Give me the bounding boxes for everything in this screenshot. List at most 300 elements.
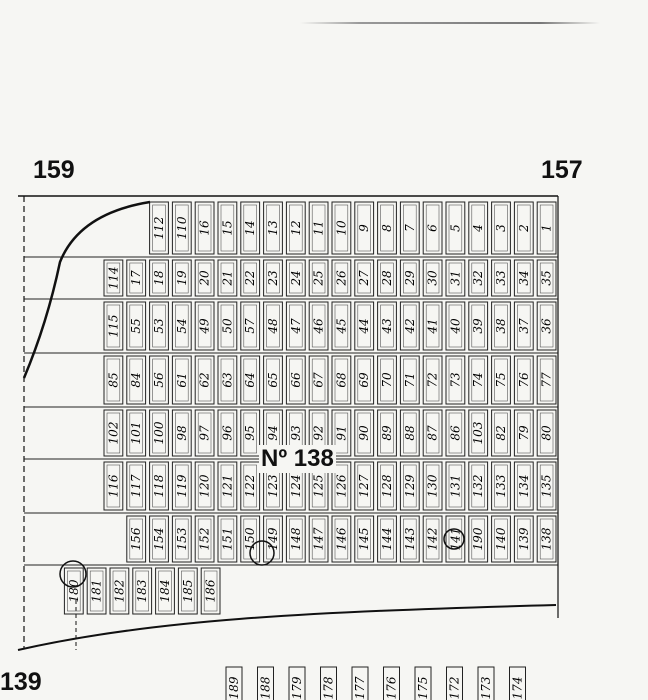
lot-14 [241,202,260,254]
lot-53 [150,302,169,350]
lot-number: 185 [180,579,195,603]
lot-number: 64 [243,372,258,388]
lot-number: 33 [494,270,508,286]
lot-number: 138 [539,527,554,551]
lot-number: 132 [471,474,486,498]
strip-lot-178 [321,667,337,700]
lot-140 [492,516,511,562]
lot-96 [218,410,237,456]
lot-number: 25 [311,270,326,286]
lot-36 [537,302,556,350]
bottom-strip-layer [226,667,526,700]
lot-135 [537,462,556,510]
lot-number: 144 [380,527,394,551]
block-number-prefix: Nº [261,445,288,472]
lot-11 [309,202,328,254]
lot-number: 82 [494,425,508,441]
lot-number: 112 [152,216,166,240]
lot-47 [286,302,305,350]
lot-number: 13 [266,220,280,236]
lot-23 [264,260,283,296]
lot-number: 189 [227,676,241,700]
lot-34 [514,260,533,296]
lot-86 [446,410,465,456]
lot-number: 53 [152,318,166,334]
strip-lot-174 [510,667,526,700]
lot-number: 180 [66,579,81,603]
lot-5 [446,202,465,254]
lot-number: 19 [174,270,189,286]
lot-number: 77 [539,372,554,388]
lot-number: 146 [334,527,349,551]
lot-35 [537,260,556,296]
lot-number: 22 [243,270,258,286]
lot-46 [309,302,328,350]
lot-number: 40 [448,318,463,334]
lot-118 [150,462,169,510]
lot-87 [423,410,442,456]
lot-72 [423,356,442,404]
lot-10 [332,202,351,254]
lot-number: 30 [425,270,440,286]
lot-152 [195,516,214,562]
lot-33 [492,260,511,296]
lot-number: 8 [380,224,394,232]
lot-75 [492,356,511,404]
lot-number: 186 [203,579,218,603]
lot-number: 102 [106,421,121,445]
lot-number: 38 [494,318,508,334]
lot-number: 89 [380,425,394,441]
lots-layer [64,202,556,614]
lot-103 [469,410,488,456]
lot-number: 67 [311,372,326,388]
lot-number: 37 [516,318,531,334]
lot-68 [332,356,351,404]
lot-number: 5 [448,224,463,232]
lot-89 [378,410,397,456]
lot-number: 23 [266,270,280,286]
lot-56 [150,356,169,404]
lot-71 [400,356,419,404]
lot-number: 100 [152,421,166,445]
lot-number: 176 [384,676,399,700]
lot-number: 34 [516,270,531,286]
lot-number: 69 [357,372,372,388]
lot-8 [378,202,397,254]
lot-number: 103 [471,421,486,445]
lot-190 [469,516,488,562]
lot-61 [172,356,191,404]
lot-number: 130 [425,474,440,498]
lot-number: 70 [380,372,394,388]
lot-number: 88 [402,425,417,441]
strip-lot-189 [226,667,242,700]
lot-number: 31 [448,270,463,286]
lot-186 [201,568,220,614]
lot-number: 148 [288,527,303,551]
strip-lot-176 [384,667,400,700]
lot-41 [423,302,442,350]
lot-134 [514,462,533,510]
lot-number: 9 [357,224,372,232]
lot-number: 119 [174,474,189,498]
lot-number: 10 [334,220,349,236]
lot-182 [110,568,129,614]
lot-number: 116 [106,474,121,498]
lot-122 [241,462,260,510]
lot-28 [378,260,397,296]
lot-number: 72 [425,372,440,388]
lot-30 [423,260,442,296]
lot-127 [355,462,374,510]
lot-27 [355,260,374,296]
lot-48 [264,302,283,350]
block-number-value: 138 [293,445,334,472]
lot-2 [514,202,533,254]
lot-148 [286,516,305,562]
strip-lot-173 [478,667,494,700]
lot-65 [264,356,283,404]
lot-132 [469,462,488,510]
strip-lot-175 [415,667,431,700]
lot-number: 27 [357,270,372,286]
lot-12 [286,202,305,254]
lot-32 [469,260,488,296]
lot-number: 153 [174,527,189,551]
top-left-curve [24,202,150,378]
lot-84 [127,356,146,404]
lot-number: 12 [288,220,303,236]
lot-number: 179 [290,676,304,700]
lot-55 [127,302,146,350]
lot-17 [127,260,146,296]
lot-44 [355,302,374,350]
lot-116 [104,462,123,510]
lot-39 [469,302,488,350]
lot-number: 156 [129,527,144,551]
lot-number: 174 [510,676,525,700]
lot-number: 117 [129,474,144,498]
neighbor-block-139: 139 [0,668,42,696]
lot-number: 173 [479,676,493,700]
lot-1 [537,202,556,254]
lot-129 [400,462,419,510]
lot-number: 61 [174,372,189,388]
lot-number: 86 [448,425,463,441]
lot-number: 47 [288,318,303,334]
lot-number: 44 [357,318,372,334]
lot-69 [355,356,374,404]
lot-number: 75 [494,372,508,388]
lot-number: 43 [380,318,394,334]
lot-number: 56 [152,372,166,388]
lot-number: 96 [220,425,235,441]
lot-number: 178 [321,676,336,700]
circle-marker-center [250,541,274,565]
lot-16 [195,202,214,254]
lot-38 [492,302,511,350]
lot-31 [446,260,465,296]
strip-lot-188 [258,667,274,700]
strip-lot-177 [352,667,368,700]
lot-85 [104,356,123,404]
lot-number: 127 [357,474,372,498]
lot-number: 190 [471,527,486,551]
lot-24 [286,260,305,296]
lot-number: 184 [158,579,172,603]
lot-131 [446,462,465,510]
lot-26 [332,260,351,296]
lot-number: 3 [494,224,508,232]
lot-number: 181 [89,579,104,603]
lot-4 [469,202,488,254]
lot-117 [127,462,146,510]
lot-number: 120 [197,474,212,498]
lot-number: 125 [311,474,326,498]
lot-142 [423,516,442,562]
lot-54 [172,302,191,350]
lot-145 [355,516,374,562]
lot-number: 126 [334,474,349,498]
lot-number: 95 [243,425,258,441]
lot-number: 2 [516,224,531,232]
lot-128 [378,462,397,510]
lot-number: 26 [334,270,349,286]
lot-number: 188 [258,676,273,700]
lot-number: 150 [243,527,258,551]
lot-number: 63 [220,372,235,388]
lot-number: 87 [425,425,440,441]
lot-95 [241,410,260,456]
lot-67 [309,356,328,404]
lot-181 [87,568,106,614]
lot-25 [309,260,328,296]
lot-88 [400,410,419,456]
lot-62 [195,356,214,404]
lot-number: 4 [471,224,486,232]
lot-97 [195,410,214,456]
lot-number: 7 [402,224,417,232]
lot-57 [241,302,260,350]
lot-number: 55 [129,318,144,334]
lot-number: 114 [106,266,121,290]
lot-number: 79 [516,425,531,441]
lot-number: 90 [357,425,372,441]
lot-number: 24 [288,270,303,286]
lot-19 [172,260,191,296]
lot-number: 74 [471,372,486,388]
lot-number: 118 [152,474,166,498]
lot-number: 133 [494,474,508,498]
road-curve-bottom [18,605,556,650]
lot-number: 172 [447,676,462,700]
lot-119 [172,462,191,510]
lot-74 [469,356,488,404]
lot-29 [400,260,419,296]
lot-number: 151 [220,527,235,551]
lot-number: 91 [334,425,349,441]
lot-180 [64,568,83,614]
lot-number: 92 [311,425,326,441]
lot-13 [264,202,283,254]
lot-number: 93 [288,425,303,441]
strip-lot-172 [447,667,463,700]
lot-115 [104,302,123,350]
lot-number: 98 [174,425,189,441]
lot-number: 41 [425,318,440,334]
lot-143 [400,516,419,562]
lot-149 [264,516,283,562]
lot-43 [378,302,397,350]
lot-number: 142 [425,527,440,551]
lot-144 [378,516,397,562]
lot-number: 177 [353,676,367,700]
lot-number: 66 [288,372,303,388]
lot-number: 152 [197,527,212,551]
lot-number: 35 [539,270,554,286]
lot-20 [195,260,214,296]
lot-184 [156,568,175,614]
lot-number: 122 [243,474,258,498]
lot-77 [537,356,556,404]
lot-183 [133,568,152,614]
lot-number: 134 [516,474,531,498]
lot-number: 32 [471,270,486,286]
lot-number: 57 [243,318,258,334]
lot-number: 46 [311,318,326,334]
neighbor-block-159: 159 [33,156,75,184]
lot-number: 45 [334,318,349,334]
lot-number: 85 [106,372,121,388]
lot-number: 76 [516,372,531,388]
lot-90 [355,410,374,456]
lot-40 [446,302,465,350]
lot-number: 42 [402,318,417,334]
lot-number: 14 [243,220,258,236]
lot-number: 39 [471,318,486,334]
lot-number: 121 [220,474,235,498]
lot-50 [218,302,237,350]
lot-number: 6 [425,224,440,232]
lot-number: 94 [266,425,280,441]
lot-133 [492,462,511,510]
lot-110 [172,202,191,254]
lot-49 [195,302,214,350]
lot-number: 175 [416,676,430,700]
lot-number: 147 [311,527,326,551]
lot-101 [127,410,146,456]
lot-number: 141 [448,527,463,551]
lot-3 [492,202,511,254]
lot-114 [104,260,123,296]
lot-185 [178,568,197,614]
lot-number: 54 [174,318,189,334]
lot-number: 145 [357,527,372,551]
lot-number: 183 [135,579,150,603]
block-number-label [259,445,336,473]
lot-80 [537,410,556,456]
lot-number: 97 [197,425,212,441]
lot-146 [332,516,351,562]
lot-number: 110 [174,216,189,240]
lot-141 [446,516,465,562]
lot-112 [150,202,169,254]
lot-number: 129 [402,474,417,498]
lot-15 [218,202,237,254]
lot-number: 123 [266,474,280,498]
lot-number: 131 [448,474,463,498]
lot-number: 18 [152,270,166,286]
lot-number: 143 [402,527,417,551]
lot-45 [332,302,351,350]
lot-82 [492,410,511,456]
lot-number: 80 [539,425,554,441]
lot-number: 140 [494,527,508,551]
lot-139 [514,516,533,562]
lot-121 [218,462,237,510]
lot-147 [309,516,328,562]
lot-102 [104,410,123,456]
lot-156 [127,516,146,562]
lot-42 [400,302,419,350]
lot-number: 124 [288,474,303,498]
lot-66 [286,356,305,404]
lot-18 [150,260,169,296]
lot-number: 16 [197,220,212,236]
lot-153 [172,516,191,562]
lot-6 [423,202,442,254]
lot-73 [446,356,465,404]
lot-number: 62 [197,372,212,388]
lot-number: 68 [334,372,349,388]
lot-number: 71 [402,372,417,388]
lot-number: 182 [112,579,127,603]
lot-76 [514,356,533,404]
lot-22 [241,260,260,296]
lot-70 [378,356,397,404]
lot-number: 65 [266,372,280,388]
lot-number: 36 [539,318,554,334]
lot-98 [172,410,191,456]
lot-130 [423,462,442,510]
lot-100 [150,410,169,456]
neighbor-block-157: 157 [541,156,583,184]
lot-number: 115 [106,314,121,338]
lot-120 [195,462,214,510]
lot-64 [241,356,260,404]
lot-number: 149 [266,527,280,551]
lot-number: 17 [129,270,144,286]
lot-79 [514,410,533,456]
lot-151 [218,516,237,562]
lot-number: 48 [266,318,280,334]
lot-number: 49 [197,318,212,334]
lot-7 [400,202,419,254]
lot-number: 50 [220,318,235,334]
lot-63 [218,356,237,404]
lot-number: 135 [539,474,554,498]
lot-number: 139 [516,527,531,551]
lot-number: 128 [380,474,394,498]
lot-number: 29 [402,270,417,286]
lot-number: 11 [311,220,326,236]
lot-number: 28 [380,270,394,286]
lot-number: 101 [129,421,144,445]
lot-number: 1 [539,224,554,232]
lot-number: 154 [152,527,166,551]
lot-154 [150,516,169,562]
